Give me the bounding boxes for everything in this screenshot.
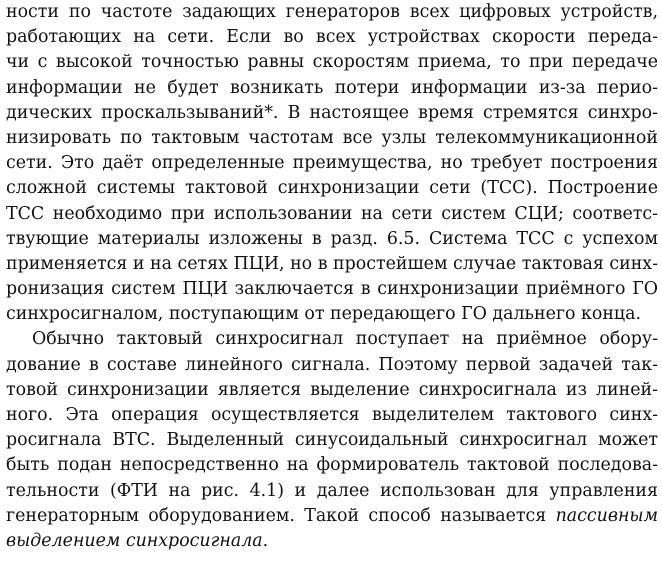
text-line: сложной системы тактовой синхронизации сети (ТСС). Построение <box>6 178 658 199</box>
paragraph-2 <box>6 327 658 554</box>
text-line: быть подан непосредственно на формирователь тактовой последова- <box>6 455 658 476</box>
text-line: синхросигналом, поступающим от передающего ГО дальнего конца. <box>6 304 642 325</box>
text-line: товой синхронизации является выделение синхросигнала из линей- <box>6 379 658 400</box>
text-line: ронизация систем ПЦИ заключается в синхронизации приёмного ГО <box>6 279 658 300</box>
text-line-mixed <box>6 529 658 554</box>
text-line: дических проскальзываний*. В настоящее время стремятся синхро- <box>6 102 658 123</box>
text-line: ности по частоте задающих генераторов всех цифровых устройств, <box>6 2 658 22</box>
text-line: сети. Это даёт определенные преимущества, но требует построения <box>6 153 658 174</box>
text-line: низировать по тактовым частотам все узлы телекоммуникационной <box>6 127 658 148</box>
text-line: работающих на сети. Если во всех устройствах скорости переда- <box>6 27 658 48</box>
text-line: информации не будет возникать потери информации из-за перио- <box>6 77 658 98</box>
emphasis-text: пассивным <box>555 505 658 526</box>
text-line: тельности (ФТИ на рис. 4.1) и далее использован для управления <box>6 480 658 501</box>
text-line: применяется и на сетях ПЦИ, но в простейшем случае тактовая синх- <box>6 253 658 274</box>
text-line: Обычно тактовый синхросигнал поступает на приёмное обору- <box>32 329 658 350</box>
document-page <box>6 0 658 554</box>
text-run: генераторным оборудованием. Такой способ называется <box>6 505 556 526</box>
emphasis-text: выделением синхросигнала <box>6 530 263 551</box>
paragraph-1 <box>6 0 658 327</box>
text-line: дование в составе линейного сигнала. Поэтому первой задачей так- <box>6 354 658 375</box>
text-run: . <box>262 530 269 551</box>
text-line: росигнала ВТС. Выделенный синусоидальный синхросигнал может <box>6 430 658 451</box>
text-line-mixed <box>6 504 658 529</box>
text-line: ного. Эта операция осуществляется выделителем тактового синх- <box>6 405 658 425</box>
text-line: ТСС необходимо при использовании на сети систем СЦИ; соответс- <box>6 203 658 224</box>
text-line: твующие материалы изложены в разд. 6.5. Система ТСС с успехом <box>6 228 658 249</box>
text-line: чи с высокой точностью равны скоростям приема, то при передаче <box>6 52 658 73</box>
